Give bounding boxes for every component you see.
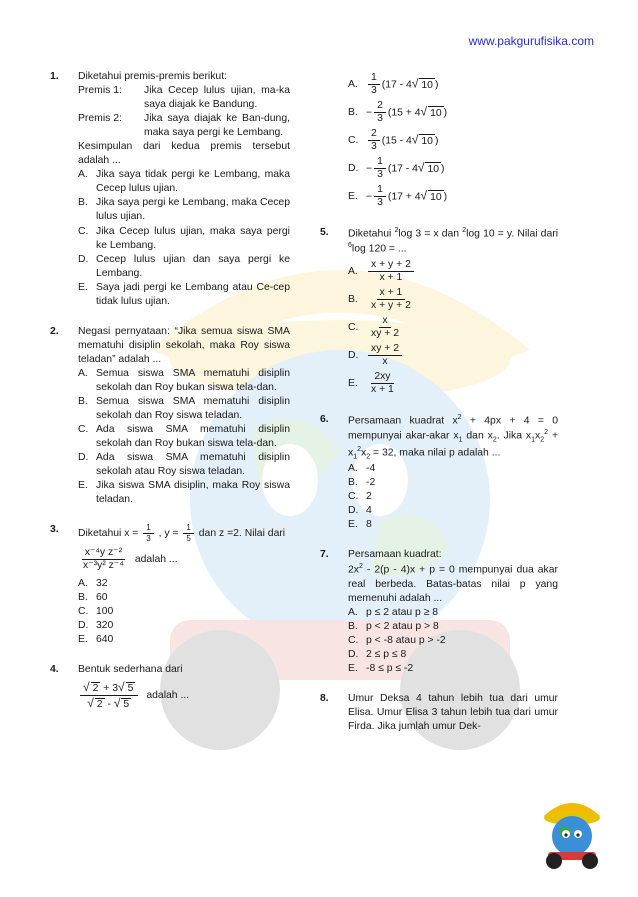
option-letter: A.	[348, 607, 358, 619]
sqrt-symbol: √	[118, 679, 125, 694]
numerator: 2	[374, 100, 386, 113]
fraction	[374, 184, 386, 210]
question-8	[320, 692, 558, 734]
sign: −	[366, 191, 373, 203]
option-text: Semua siswa SMA mematuhi disiplin sekolah dan Roy bukan siswa tela-dan.	[96, 367, 290, 393]
option-text: Jika Cecep lulus ujian, maka saya pergi ke Lembang.	[96, 225, 290, 251]
sqrt-symbol: √	[420, 188, 428, 203]
option-text: 8	[366, 519, 372, 531]
question-6	[320, 413, 558, 533]
stem-text: x	[535, 430, 541, 442]
option-letter: E.	[348, 519, 358, 531]
option-b[interactable]	[348, 287, 558, 313]
expr-text: (17 - 4	[381, 79, 412, 91]
fraction	[368, 315, 402, 341]
sqrt-symbol: √	[83, 679, 90, 694]
left-column	[50, 70, 290, 728]
option-letter: C.	[348, 321, 359, 333]
option-e[interactable]	[78, 479, 290, 507]
exponent: 2	[358, 563, 363, 571]
index: 1	[353, 453, 358, 461]
option-text: 320	[96, 619, 114, 631]
option-a[interactable]	[78, 577, 290, 591]
numerator: x + y + 2	[368, 259, 414, 272]
numerator: 1	[374, 156, 386, 169]
option-letter: B.	[348, 106, 358, 118]
log-base: 2	[462, 226, 467, 234]
stem-text: log 3 = x dan	[398, 228, 460, 240]
option-a[interactable]	[348, 462, 558, 476]
sqrt-symbol: √	[113, 696, 121, 711]
option-text: p < 2 atau p > 8	[366, 621, 439, 633]
question-number: 2.	[50, 325, 59, 337]
option-text: 100	[96, 605, 114, 617]
radicand: 10	[428, 106, 444, 121]
option-letter: E.	[78, 633, 88, 645]
fraction	[368, 128, 380, 154]
expr-text: (17 + 4	[387, 191, 421, 203]
option-d[interactable]	[348, 648, 558, 662]
exponent: 2	[357, 446, 362, 454]
option-letter: C.	[78, 424, 89, 436]
premis-label: Premis 1:	[78, 85, 122, 97]
denominator: x	[382, 356, 388, 368]
expr-text: (17 - 4	[387, 163, 418, 175]
sqrt-symbol: √	[420, 104, 428, 119]
option-e[interactable]	[78, 281, 290, 309]
denominator: x⁻³y² z⁻⁴	[83, 560, 124, 572]
question-stem	[348, 413, 558, 462]
option-letter: A.	[78, 169, 88, 181]
question-ask: adalah ...	[146, 689, 190, 701]
fraction	[374, 156, 386, 182]
fraction-y	[183, 523, 193, 543]
question-number: 1.	[50, 71, 59, 82]
stem-text: Diketahui	[348, 228, 392, 240]
numerator: x⁻⁴y z⁻²	[82, 547, 125, 560]
mascot-logo	[540, 790, 604, 870]
question-stem: Persamaan kuadrat:	[348, 549, 442, 561]
sqrt-symbol: √	[411, 76, 419, 91]
option-c[interactable]	[348, 490, 558, 504]
option-d[interactable]	[348, 343, 558, 369]
stem-text: mempunyai dua akar real berbeda. Batas-batas nilai p yang memenuhi adalah ...	[348, 564, 558, 605]
question-number: 7.	[320, 549, 329, 561]
denominator: 5	[186, 534, 191, 543]
option-b[interactable]	[348, 100, 558, 126]
question-3	[50, 523, 290, 646]
fraction	[368, 371, 397, 397]
stem-text: log 10 = y. Nilai dari	[466, 228, 559, 240]
option-a[interactable]	[348, 72, 558, 98]
premis-label: Premis 2:	[78, 113, 122, 125]
option-letter: B.	[348, 477, 358, 489]
option-text: Jika saya pergi ke Lembang, maka Cecep lulus ujian.	[96, 197, 290, 223]
option-a[interactable]	[78, 168, 290, 196]
option-text: Semua siswa SMA mematuhi disiplin sekolah dan Roy siswa teladan.	[96, 396, 290, 422]
option-letter: A.	[348, 463, 358, 475]
option-expression	[366, 184, 558, 210]
question-equation	[348, 562, 558, 606]
question-4	[50, 663, 290, 712]
stem-text: Persamaan kuadrat x	[348, 415, 458, 427]
fraction	[374, 100, 386, 126]
stem-text: dan z =2. Nilai dari	[198, 528, 286, 540]
question-number: 4.	[50, 663, 59, 675]
denominator	[84, 696, 134, 711]
question-stem: Diketahui premis-premis berikut:	[78, 71, 227, 82]
option-b[interactable]	[78, 196, 290, 224]
option-c[interactable]	[348, 315, 558, 341]
option-text: Jika saya tidak pergi ke Lembang, maka Cecep lulus ujian.	[96, 169, 290, 195]
option-text: 4	[366, 505, 372, 517]
option-text: Jika siswa SMA disiplin, maka Roy siswa teladan.	[96, 480, 290, 506]
option-text: -2	[366, 477, 376, 489]
option-c[interactable]	[348, 634, 558, 648]
option-letter: E.	[348, 190, 358, 202]
operator: + 3	[103, 682, 118, 694]
option-letter: A.	[78, 577, 88, 589]
option-text: Ada siswa SMA mematuhi disiplin sekolah atau Roy siswa teladan.	[96, 452, 290, 478]
option-d[interactable]	[348, 504, 558, 518]
stem-text: dan x	[466, 430, 493, 442]
option-text: -4	[366, 463, 376, 475]
option-e[interactable]	[348, 184, 558, 210]
denominator: 3	[377, 113, 383, 125]
denominator: x + y + 2	[371, 300, 411, 312]
denominator: x + 1	[379, 272, 403, 284]
numerator: 1	[183, 523, 193, 534]
option-d[interactable]	[78, 253, 290, 281]
question-number: 8.	[320, 693, 329, 705]
stem-text: = 32, maka nilai p adalah ...	[373, 447, 501, 459]
question-stem: Umur Deksa 4 tahun lebih tua dari umur Elisa. Umur Elisa 3 tahun lebih tua dari umur Firda. Jika jumlah umur Dek-	[348, 693, 558, 733]
denominator: 3	[377, 197, 383, 209]
numerator: xy + 2	[368, 343, 402, 356]
question-number: 3.	[50, 524, 59, 536]
expr-text: )	[434, 135, 439, 147]
option-letter: A.	[348, 265, 358, 277]
option-e[interactable]	[78, 633, 290, 647]
option-letter: D.	[348, 162, 359, 174]
option-letter: C.	[348, 635, 359, 647]
denominator: 3	[377, 169, 383, 181]
sign: −	[366, 163, 373, 175]
radicand: 5	[127, 682, 134, 694]
operator: -	[107, 699, 111, 711]
option-expression	[366, 72, 558, 98]
question-7	[320, 548, 558, 676]
stem-text: log 120 = ...	[351, 243, 407, 255]
exponent: 2	[457, 413, 462, 421]
option-letter: A.	[348, 78, 358, 90]
exponent: 2	[544, 429, 549, 437]
option-letter: E.	[78, 281, 88, 293]
stem-text: + x	[348, 430, 559, 459]
sqrt-symbol: √	[87, 696, 94, 711]
log-base: 2	[394, 226, 399, 234]
question-4-options	[320, 72, 558, 210]
expression	[78, 547, 290, 573]
expression	[78, 680, 290, 712]
radicand: 10	[419, 78, 435, 93]
option-letter: D.	[78, 452, 89, 464]
question-stem	[348, 226, 558, 257]
fraction	[368, 72, 380, 98]
option-c[interactable]	[78, 423, 290, 451]
option-text: 2	[366, 491, 372, 503]
option-b[interactable]	[78, 591, 290, 605]
fraction	[368, 259, 414, 285]
option-letter: B.	[348, 293, 358, 305]
option-c[interactable]	[78, 225, 290, 253]
denominator: 3	[371, 85, 377, 97]
radicand: 5	[123, 699, 130, 711]
question-stem: Negasi pernyataan: “Jika semua siswa SMA mematuhi disiplin sekolah, maka Roy siswa teladan” adalah ...	[78, 325, 290, 365]
site-url[interactable]: www.pakgurufisika.com	[468, 34, 594, 48]
option-letter: D.	[348, 505, 359, 517]
radicand: 10	[419, 134, 435, 149]
question-ask: Kesimpulan dari kedua premis tersebut adalah ...	[78, 141, 290, 167]
question-ask: adalah ...	[134, 553, 178, 565]
option-expression	[366, 100, 558, 126]
option-letter: D.	[78, 619, 89, 631]
numerator: 1	[368, 72, 380, 85]
option-e[interactable]	[348, 371, 558, 397]
expr-text: (15 - 4	[381, 135, 412, 147]
denominator: 3	[371, 141, 377, 153]
log-base: 6	[348, 242, 352, 250]
option-letter: B.	[348, 621, 358, 633]
option-letter: C.	[348, 491, 359, 503]
question-stem	[78, 523, 290, 543]
sqrt-symbol: √	[417, 160, 425, 175]
premis-text: Jika saya diajak ke Ban-dung, maka saya pergi ke Lembang.	[144, 113, 290, 139]
option-b[interactable]	[348, 620, 558, 634]
option-text: -8 ≤ p ≤ -2	[366, 663, 414, 675]
option-a[interactable]	[78, 367, 290, 395]
expr-text: )	[443, 191, 448, 203]
numerator: 1	[143, 523, 153, 534]
index: 1	[531, 436, 536, 444]
fraction	[368, 287, 414, 313]
equation-text: - 2(p - 4)x + p = 0	[366, 564, 455, 576]
index: 1	[458, 436, 463, 444]
stem-text: Diketahui x =	[78, 528, 139, 540]
expression-fraction	[80, 680, 138, 712]
question-2	[50, 325, 290, 508]
denominator: xy + 2	[371, 328, 400, 340]
option-d[interactable]	[348, 156, 558, 182]
option-letter: C.	[348, 134, 359, 146]
expr-text: )	[441, 163, 445, 175]
option-c[interactable]	[348, 128, 558, 154]
numerator: x	[379, 315, 390, 328]
equation-text: 2x	[348, 564, 359, 576]
option-letter: D.	[348, 349, 359, 361]
option-text: p < -8 atau p > -2	[366, 635, 446, 647]
option-text: Cecep lulus ujian dan saya pergi ke Lembang.	[96, 253, 290, 279]
option-a[interactable]	[348, 259, 558, 285]
option-e[interactable]	[348, 662, 558, 676]
option-letter: A.	[78, 367, 88, 379]
option-letter: C.	[78, 605, 89, 617]
option-a[interactable]	[348, 606, 558, 620]
numerator: 1	[374, 184, 386, 197]
option-d[interactable]	[78, 451, 290, 479]
sign: −	[366, 107, 373, 119]
option-letter: E.	[78, 480, 88, 492]
expr-text: (15 + 4	[387, 107, 421, 119]
option-letter: C.	[78, 225, 89, 237]
expression-fraction	[80, 547, 127, 573]
sqrt-symbol: √	[411, 132, 419, 147]
question-number: 6.	[320, 413, 329, 425]
premis-text: Jika Cecep lulus ujian, ma-ka saya diajak ke Bandung.	[144, 85, 290, 111]
right-column	[320, 70, 558, 750]
expr-text: )	[434, 79, 439, 91]
radicand: 10	[428, 190, 444, 205]
question-1	[50, 70, 290, 309]
numerator: x + 1	[377, 287, 406, 300]
expr-text: )	[443, 107, 448, 119]
radicand: 2	[92, 682, 99, 694]
option-expression	[366, 156, 558, 182]
denominator: 3	[146, 534, 151, 543]
fraction	[368, 343, 402, 369]
index: 2	[366, 453, 371, 461]
option-b[interactable]	[78, 395, 290, 423]
option-letter: B.	[78, 591, 88, 603]
numerator: 2	[368, 128, 380, 141]
option-text: 2 ≤ p ≤ 8	[366, 649, 407, 661]
option-text: 32	[96, 577, 108, 589]
option-expression	[366, 128, 558, 154]
numerator	[80, 680, 138, 696]
option-letter: E.	[348, 377, 358, 389]
radicand: 2	[96, 699, 103, 711]
question-stem: Bentuk sederhana dari	[78, 663, 183, 675]
premis-1	[78, 84, 290, 112]
option-d[interactable]	[78, 619, 290, 633]
option-letter: B.	[78, 197, 88, 209]
option-e[interactable]	[348, 518, 558, 532]
stem-text: , y =	[158, 528, 179, 540]
option-letter: E.	[348, 663, 358, 675]
stem-text: + 4px + 4 = 0 mempunyai akar-akar x	[348, 415, 559, 442]
option-letter: B.	[78, 396, 88, 408]
option-c[interactable]	[78, 605, 290, 619]
radicand: 10	[425, 162, 441, 177]
index: 2	[492, 436, 497, 444]
numerator: 2xy	[371, 371, 393, 384]
question-5	[320, 226, 558, 397]
denominator: x + 1	[371, 384, 394, 396]
fraction-x	[143, 523, 153, 543]
option-text: p ≤ 2 atau p ≥ 8	[366, 607, 439, 619]
option-text: Saya jadi pergi ke Lembang atau Ce-cep tidak lulus ujian.	[96, 281, 290, 307]
stem-text: . Jika x	[496, 430, 532, 442]
option-letter: D.	[348, 649, 359, 661]
question-number: 5.	[320, 226, 329, 238]
option-text: 640	[96, 633, 114, 645]
index: 2	[540, 436, 545, 444]
premis-2	[78, 112, 290, 140]
stem-text: x	[361, 447, 367, 459]
option-text: 60	[96, 591, 108, 603]
option-text: Ada siswa SMA mematuhi disiplin sekolah dan Roy bukan siswa tela-dan.	[96, 424, 290, 450]
option-b[interactable]	[348, 476, 558, 490]
option-letter: D.	[78, 253, 89, 265]
